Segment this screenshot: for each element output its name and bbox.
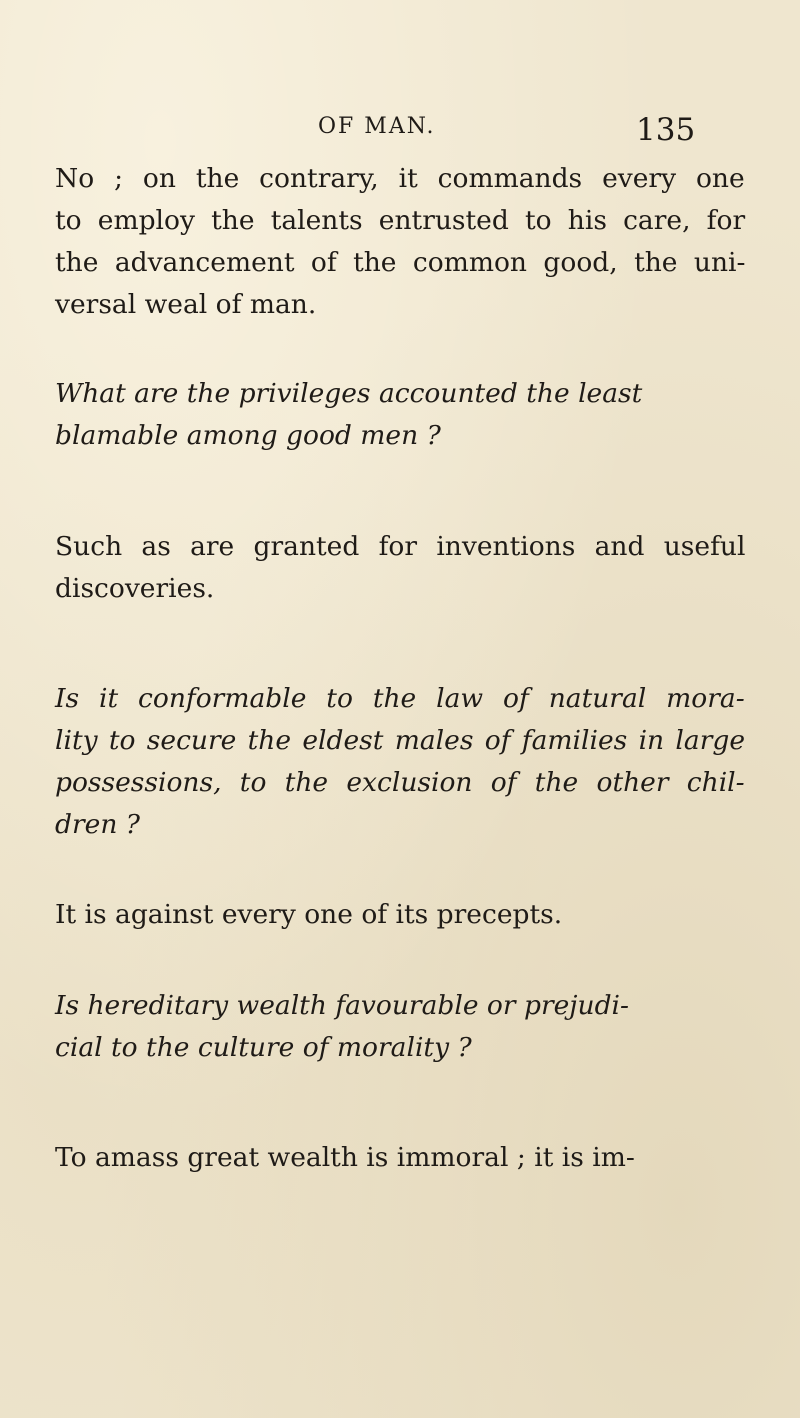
text-line: It is against every one of its precepts. (55, 899, 563, 930)
text-line: possessions, to the exclusion of the other chil- (55, 767, 745, 798)
answer-paragraph (55, 894, 745, 936)
text-line: versal weal of man. (55, 289, 317, 320)
answer-paragraph (55, 158, 745, 326)
text-line: lity to secure the eldest males of families in large (55, 725, 746, 756)
text-line: Is it conformable to the law of natural mora- (55, 683, 745, 714)
answer-paragraph (55, 526, 745, 610)
question-paragraph (55, 985, 745, 1069)
text-line: cial to the culture of morality ? (55, 1032, 472, 1063)
text-line: Is hereditary wealth favourable or prejudi- (55, 990, 629, 1021)
question-paragraph (55, 373, 745, 457)
text-line: What are the privileges accounted the least (55, 378, 643, 409)
text-line: No ; on the contrary, it commands every one (55, 163, 745, 194)
answer-paragraph (55, 1137, 745, 1179)
page-number: 135 (636, 112, 696, 148)
text-line: the advancement of the common good, the uni- (55, 247, 746, 278)
text-line: blamable among good men ? (55, 420, 441, 451)
text-line: To amass great wealth is immoral ; it is im- (55, 1142, 635, 1173)
text-line: discoveries. (55, 573, 215, 604)
text-line: Such as are granted for inventions and useful (55, 531, 746, 562)
text-line: to employ the talents entrusted to his care, for (55, 205, 746, 236)
running-title: OF MAN. (318, 114, 436, 139)
running-head (0, 112, 800, 152)
text-line: dren ? (55, 809, 141, 840)
question-paragraph (55, 678, 745, 846)
